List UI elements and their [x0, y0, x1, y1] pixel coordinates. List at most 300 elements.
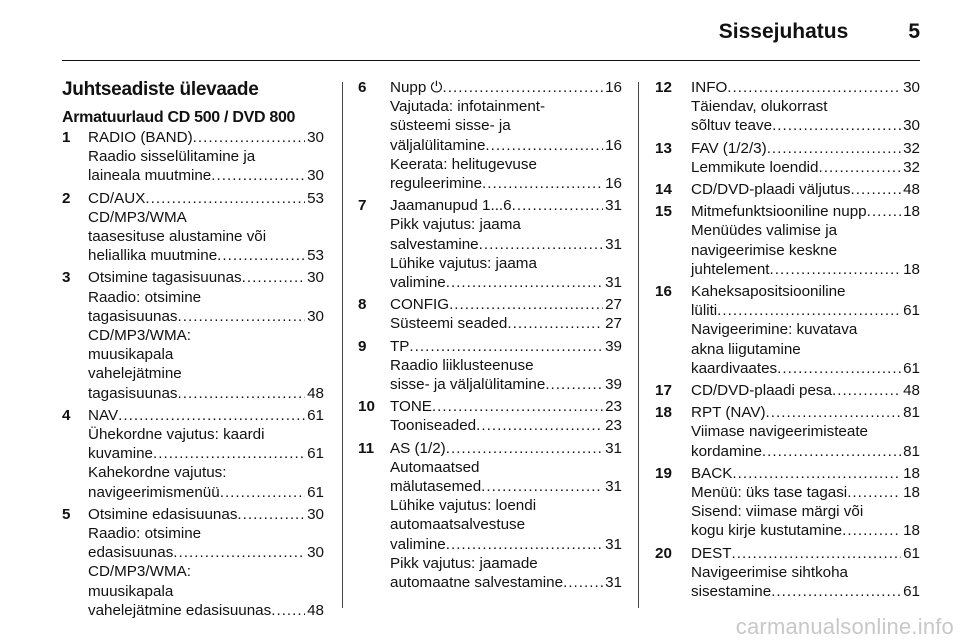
- entry-line: [88, 444, 324, 463]
- leader-dots: [777, 359, 901, 378]
- leader-dots: [482, 174, 603, 193]
- entry-line: [691, 78, 920, 97]
- entry-line: [390, 535, 622, 554]
- entry-line: [691, 97, 920, 116]
- entry-number: 8: [358, 296, 367, 314]
- entry-line: [691, 282, 920, 301]
- page-reference: 61: [307, 483, 324, 501]
- entry-line: [691, 521, 920, 540]
- entry-line: [88, 288, 324, 307]
- entry-text: Raadio liiklusteenuse: [390, 356, 534, 374]
- entry-lines: [691, 78, 920, 136]
- entry-text: Tooniseaded: [390, 417, 477, 435]
- entry-text: CD/MP3/WMA:: [88, 327, 191, 345]
- entry-text: Kaheksapositsiooniline: [691, 283, 846, 301]
- entry-line: [390, 573, 622, 592]
- entry-line: [390, 97, 622, 116]
- column-1: [62, 78, 324, 620]
- entry-line: [88, 364, 324, 383]
- page-header: [62, 18, 920, 46]
- entry-list-3: [655, 78, 920, 601]
- entry-line: [691, 502, 920, 521]
- index-entry: [655, 180, 920, 199]
- page-reference: 81: [903, 404, 920, 422]
- index-entry: [358, 78, 622, 193]
- entry-text: navigeerimismenüü: [88, 483, 220, 501]
- entry-text: Keerata: helitugevuse: [390, 155, 537, 173]
- entry-line: [691, 359, 920, 378]
- entry-lines: [691, 202, 920, 279]
- entry-text: Raadio: otsimine: [88, 288, 202, 306]
- entry-line: [88, 483, 324, 502]
- entry-number: 9: [358, 337, 367, 355]
- index-entry: [358, 397, 622, 435]
- entry-lines: [88, 406, 324, 502]
- entry-line: [390, 439, 622, 458]
- entry-line: [691, 582, 920, 601]
- entry-text: muusikapala: [88, 582, 174, 600]
- entry-line: [390, 314, 622, 333]
- entry-text: TP: [390, 337, 410, 355]
- page-reference: 61: [307, 445, 324, 463]
- entry-text: Lühike vajutus: loendi: [390, 497, 537, 515]
- entry-line: [390, 477, 622, 496]
- page-number: 5: [908, 20, 920, 43]
- entry-text: DEST: [691, 544, 732, 562]
- entry-line: [691, 158, 920, 177]
- entry-text: BACK: [691, 464, 733, 482]
- leader-dots: [211, 166, 305, 185]
- entry-text: taasesituse alustamine või: [88, 228, 267, 246]
- entry-line: [88, 384, 324, 403]
- page-reference: 30: [903, 79, 920, 96]
- entry-lines: [691, 139, 920, 177]
- entry-text: juhtelement: [691, 260, 770, 278]
- entry-lines: [390, 439, 622, 593]
- entry-line: [390, 554, 622, 573]
- entry-text: Navigeerimise sihtkoha: [691, 563, 849, 581]
- index-entry: [655, 403, 920, 461]
- entry-number: 19: [655, 464, 672, 482]
- entry-line: [88, 166, 324, 185]
- entry-line: [88, 345, 324, 364]
- entry-line: [88, 227, 324, 246]
- entry-text: Otsimine tagasisuunas: [88, 269, 242, 287]
- leader-dots: [242, 268, 305, 287]
- entry-line: [88, 463, 324, 482]
- entry-line: [691, 139, 920, 158]
- page-reference: 18: [903, 203, 920, 221]
- entry-line: [390, 416, 622, 435]
- entry-line: [691, 442, 920, 461]
- leader-dots: [507, 314, 603, 333]
- page-reference: 23: [605, 417, 622, 435]
- page-reference: 48: [903, 382, 920, 400]
- entry-line: [691, 544, 920, 563]
- leader-dots: [446, 439, 603, 458]
- entry-text: akna liigutamine: [691, 340, 801, 358]
- leader-dots: [851, 180, 902, 199]
- entry-text: Menüü: üks tase tagasi: [691, 484, 848, 502]
- entry-line: [691, 320, 920, 339]
- page-reference: 18: [903, 464, 920, 482]
- entry-lines: [691, 180, 920, 199]
- page-reference: 30: [307, 129, 324, 146]
- leader-dots: [409, 337, 603, 356]
- entry-text: NAV: [88, 406, 119, 424]
- entry-line: [691, 403, 920, 422]
- page-reference: 30: [307, 544, 324, 562]
- entry-lines: [88, 505, 324, 620]
- entry-text: edasisuunas: [88, 544, 174, 562]
- page-reference: 48: [903, 181, 920, 199]
- page-reference: 16: [605, 136, 622, 154]
- entry-text: kuvamine: [88, 445, 153, 463]
- entry-text: Raadio sisselülitamine ja: [88, 148, 256, 166]
- entry-lines: [390, 295, 622, 333]
- index-entry: [655, 282, 920, 378]
- entry-line: [88, 601, 324, 620]
- entry-text: väljalülitamine: [390, 136, 486, 154]
- page-reference: 32: [903, 139, 920, 157]
- entry-line: [691, 340, 920, 359]
- entry-text: mälutasemed: [390, 478, 482, 496]
- entry-line: [88, 307, 324, 326]
- leader-dots: [762, 442, 901, 461]
- entry-text: RPT (NAV): [691, 404, 766, 422]
- index-entry: [655, 78, 920, 136]
- entry-number: 5: [62, 505, 71, 523]
- entry-text: CD/DVD-plaadi väljutus: [691, 181, 851, 199]
- entry-text: sisestamine: [691, 583, 772, 601]
- page-reference: 18: [903, 484, 920, 502]
- entry-line: [88, 406, 324, 425]
- entry-text: salvestamine: [390, 235, 479, 253]
- entry-text: Sisend: viimase märgi või: [691, 503, 864, 521]
- entry-list-1: [62, 128, 324, 620]
- leader-dots: [220, 483, 305, 502]
- leader-dots: [847, 483, 901, 502]
- entry-number: 13: [655, 139, 672, 157]
- entry-line: [390, 397, 622, 416]
- column-divider-2: [638, 82, 639, 608]
- page-reference: 31: [605, 274, 622, 292]
- entry-number: 2: [62, 189, 71, 207]
- page-reference: 61: [903, 359, 920, 377]
- entry-number: 20: [655, 544, 672, 562]
- entry-number: 1: [62, 129, 71, 146]
- entry-number: 14: [655, 181, 672, 199]
- leader-dots: [832, 381, 901, 400]
- entry-text: INFO: [691, 79, 728, 96]
- entry-text: Kahekordne vajutus:: [88, 464, 227, 482]
- entry-text: RADIO (BAND): [88, 129, 193, 146]
- entry-line: [390, 215, 622, 234]
- entry-line: [390, 254, 622, 273]
- leader-dots: [732, 544, 902, 563]
- leader-dots: [767, 139, 901, 158]
- entry-line: [88, 246, 324, 265]
- entry-text: Vajutada: infotainment-: [390, 98, 546, 116]
- index-entry: [62, 406, 324, 502]
- leader-dots: [727, 78, 901, 97]
- entry-text: navigeerimise keskne: [691, 241, 838, 259]
- page-reference: 31: [605, 478, 622, 496]
- entry-line: [88, 543, 324, 562]
- page-reference: 16: [605, 79, 622, 96]
- entry-line: [88, 562, 324, 581]
- entry-line: [390, 196, 622, 215]
- entry-line: [88, 425, 324, 444]
- index-entry: [62, 128, 324, 186]
- leader-dots: [717, 301, 901, 320]
- leader-dots: [481, 477, 603, 496]
- entry-line: [691, 422, 920, 441]
- page-reference: 18: [903, 260, 920, 278]
- index-entry: [655, 381, 920, 400]
- entry-lines: [691, 403, 920, 461]
- entry-line: [390, 273, 622, 292]
- page-reference: 39: [605, 376, 622, 394]
- leader-dots: [173, 543, 305, 562]
- entry-number: 17: [655, 382, 672, 400]
- page-reference: 61: [307, 406, 324, 424]
- entry-text: sõltuv teave: [691, 117, 773, 135]
- entry-number: 3: [62, 269, 71, 287]
- column-3: [655, 78, 920, 601]
- entry-lines: [390, 397, 622, 435]
- leader-dots: [766, 403, 902, 422]
- entry-text: automaatne salvestamine: [390, 574, 564, 592]
- entry-lines: [691, 544, 920, 602]
- entry-text: Süsteemi seaded: [390, 315, 508, 333]
- page-reference: 18: [903, 522, 920, 540]
- entry-text: laineala muutmine: [88, 167, 212, 185]
- page-reference: 31: [605, 574, 622, 592]
- subsection-title: Armatuurlaud CD 500 / DVD 800: [62, 109, 296, 126]
- entry-text: tagasisuunas: [88, 307, 178, 325]
- leader-dots: [118, 406, 305, 425]
- entry-line: [691, 563, 920, 582]
- leader-dots: [485, 136, 603, 155]
- entry-text: vahelejätmine edasisuunas: [88, 601, 272, 619]
- leader-dots: [178, 384, 306, 403]
- entry-text: AS (1/2): [390, 439, 446, 457]
- entry-text: Mitmefunktsiooniline nupp: [691, 203, 867, 221]
- entry-line: [390, 174, 622, 193]
- leader-dots: [867, 202, 901, 221]
- entry-lines: [691, 282, 920, 378]
- page-reference: 23: [605, 398, 622, 416]
- page-reference: 48: [307, 384, 324, 402]
- page-reference: 61: [903, 544, 920, 562]
- leader-dots: [842, 521, 901, 540]
- leader-dots: [237, 505, 305, 524]
- index-entry: [358, 439, 622, 593]
- leader-dots: [217, 246, 305, 265]
- entry-text: kogu kirje kustutamine: [691, 522, 843, 540]
- entry-text: Pikk vajutus: jaama: [390, 216, 521, 234]
- entry-number: 18: [655, 404, 672, 422]
- entry-text: lüliti: [691, 302, 718, 320]
- entry-text: vahelejätmine: [88, 365, 182, 383]
- page-reference: 53: [307, 189, 324, 207]
- entry-line: [88, 268, 324, 287]
- entry-line: [390, 78, 622, 97]
- entry-number: 10: [358, 398, 375, 416]
- entry-lines: [691, 464, 920, 541]
- entry-line: [691, 260, 920, 279]
- entry-text: CD/AUX: [88, 189, 146, 207]
- entry-text: Viimase navigeerimisteate: [691, 423, 868, 441]
- leader-dots: [271, 601, 305, 620]
- leader-dots: [432, 397, 603, 416]
- entry-line: [691, 202, 920, 221]
- entry-line: [691, 221, 920, 240]
- entry-text: CONFIG: [390, 296, 450, 314]
- entry-lines: [88, 189, 324, 266]
- entry-line: [691, 241, 920, 260]
- entry-number: 7: [358, 197, 367, 215]
- leader-dots: [545, 375, 603, 394]
- entry-line: [390, 515, 622, 534]
- entry-text: valimine: [390, 535, 446, 553]
- leader-dots: [479, 235, 603, 254]
- entry-number: 6: [358, 79, 367, 96]
- entry-lines: [691, 381, 920, 400]
- entry-line: [88, 147, 324, 166]
- leader-dots: [512, 196, 604, 215]
- leader-dots: [153, 444, 305, 463]
- entry-line: [390, 136, 622, 155]
- entry-line: [390, 458, 622, 477]
- section-title: Juhtseadiste ülevaade: [62, 79, 259, 100]
- entry-line: [691, 116, 920, 135]
- header-title: Sissejuhatus: [718, 20, 849, 43]
- entry-line: [390, 155, 622, 174]
- entry-line: [390, 356, 622, 375]
- page-reference: 61: [903, 302, 920, 320]
- entry-lines: [88, 128, 324, 186]
- entry-text: Täiendav, olukorrast: [691, 98, 828, 116]
- entry-text: Jaamanupud 1...6: [390, 197, 512, 215]
- leader-dots: [771, 582, 901, 601]
- entry-text: Otsimine edasisuunas: [88, 505, 238, 523]
- entry-text: Automaatsed: [390, 458, 480, 476]
- leader-dots: [770, 260, 902, 279]
- leader-dots: [772, 116, 901, 135]
- index-entry: [62, 189, 324, 266]
- index-entry: [358, 295, 622, 333]
- leader-dots: [732, 464, 901, 483]
- entry-number: 4: [62, 406, 71, 424]
- entry-text: kaardivaates: [691, 359, 778, 377]
- page-reference: 27: [605, 296, 622, 314]
- entry-line: [691, 301, 920, 320]
- page-reference: 16: [605, 175, 622, 193]
- page-reference: 31: [605, 535, 622, 553]
- entry-line: [88, 326, 324, 345]
- entry-line: [691, 464, 920, 483]
- page-reference: 30: [903, 117, 920, 135]
- entry-text: reguleerimine: [390, 175, 483, 193]
- entry-text: kordamine: [691, 442, 762, 460]
- entry-line: [88, 189, 324, 208]
- page-reference: 27: [605, 315, 622, 333]
- entry-text: automaatsalvestuse: [390, 516, 526, 534]
- entry-number: 11: [358, 439, 375, 457]
- entry-number: 12: [655, 79, 672, 96]
- leader-dots: [446, 273, 603, 292]
- entry-line: [390, 235, 622, 254]
- column-divider-1: [342, 82, 343, 608]
- entry-lines: [390, 78, 622, 193]
- watermark-text: carmanualsonline.info: [735, 614, 954, 639]
- column-2: [358, 78, 622, 592]
- entry-text: Pikk vajutus: jaamade: [390, 554, 538, 572]
- entry-text: Lemmikute loendid: [691, 158, 819, 176]
- entry-line: [390, 337, 622, 356]
- entry-lines: [88, 268, 324, 402]
- entry-text: tagasisuunas: [88, 384, 178, 402]
- page-reference: 31: [605, 235, 622, 253]
- entry-text: Ühekordne vajutus: kaardi: [88, 426, 265, 444]
- page-reference: 81: [903, 442, 920, 460]
- index-entry: [358, 337, 622, 395]
- entry-text: muusikapala: [88, 346, 174, 364]
- entry-text: CD/MP3/WMA: [88, 208, 187, 226]
- entry-text: CD/DVD-plaadi pesa: [691, 382, 832, 400]
- entry-line: [691, 483, 920, 502]
- entry-text: Navigeerimine: kuvatava: [691, 321, 858, 339]
- page-reference: 31: [605, 197, 622, 215]
- header-rule: [62, 60, 920, 61]
- entry-text: valimine: [390, 274, 446, 292]
- page-reference: 31: [605, 439, 622, 457]
- page-reference: 39: [605, 337, 622, 355]
- entry-line: [390, 295, 622, 314]
- entry-line: [88, 128, 324, 147]
- entry-lines: [390, 337, 622, 395]
- leader-dots: [193, 128, 305, 147]
- entry-number: 15: [655, 203, 672, 221]
- page-reference: 61: [903, 583, 920, 601]
- entry-line: [691, 381, 920, 400]
- index-entry: [62, 505, 324, 620]
- entry-line: [390, 375, 622, 394]
- leader-dots: [446, 535, 603, 554]
- entry-text: CD/MP3/WMA:: [88, 563, 191, 581]
- leader-dots: [449, 295, 603, 314]
- index-entry: [655, 202, 920, 279]
- index-entry: [655, 544, 920, 602]
- leader-dots: [563, 573, 603, 592]
- entry-text: FAV (1/2/3): [691, 139, 767, 157]
- entry-lines: [390, 196, 622, 292]
- entry-text: heliallika muutmine: [88, 247, 218, 265]
- index-entry: [655, 464, 920, 541]
- entry-text: sisse- ja väljalülitamine: [390, 376, 546, 394]
- entry-text: süsteemi sisse- ja: [390, 117, 511, 135]
- entry-text: TONE: [390, 398, 432, 416]
- entry-list-2: [358, 78, 622, 592]
- entry-line: [88, 208, 324, 227]
- entry-line: [390, 496, 622, 515]
- page-reference: 30: [307, 505, 324, 523]
- leader-dots: [818, 158, 901, 177]
- index-entry: [62, 268, 324, 402]
- index-entry: [655, 139, 920, 177]
